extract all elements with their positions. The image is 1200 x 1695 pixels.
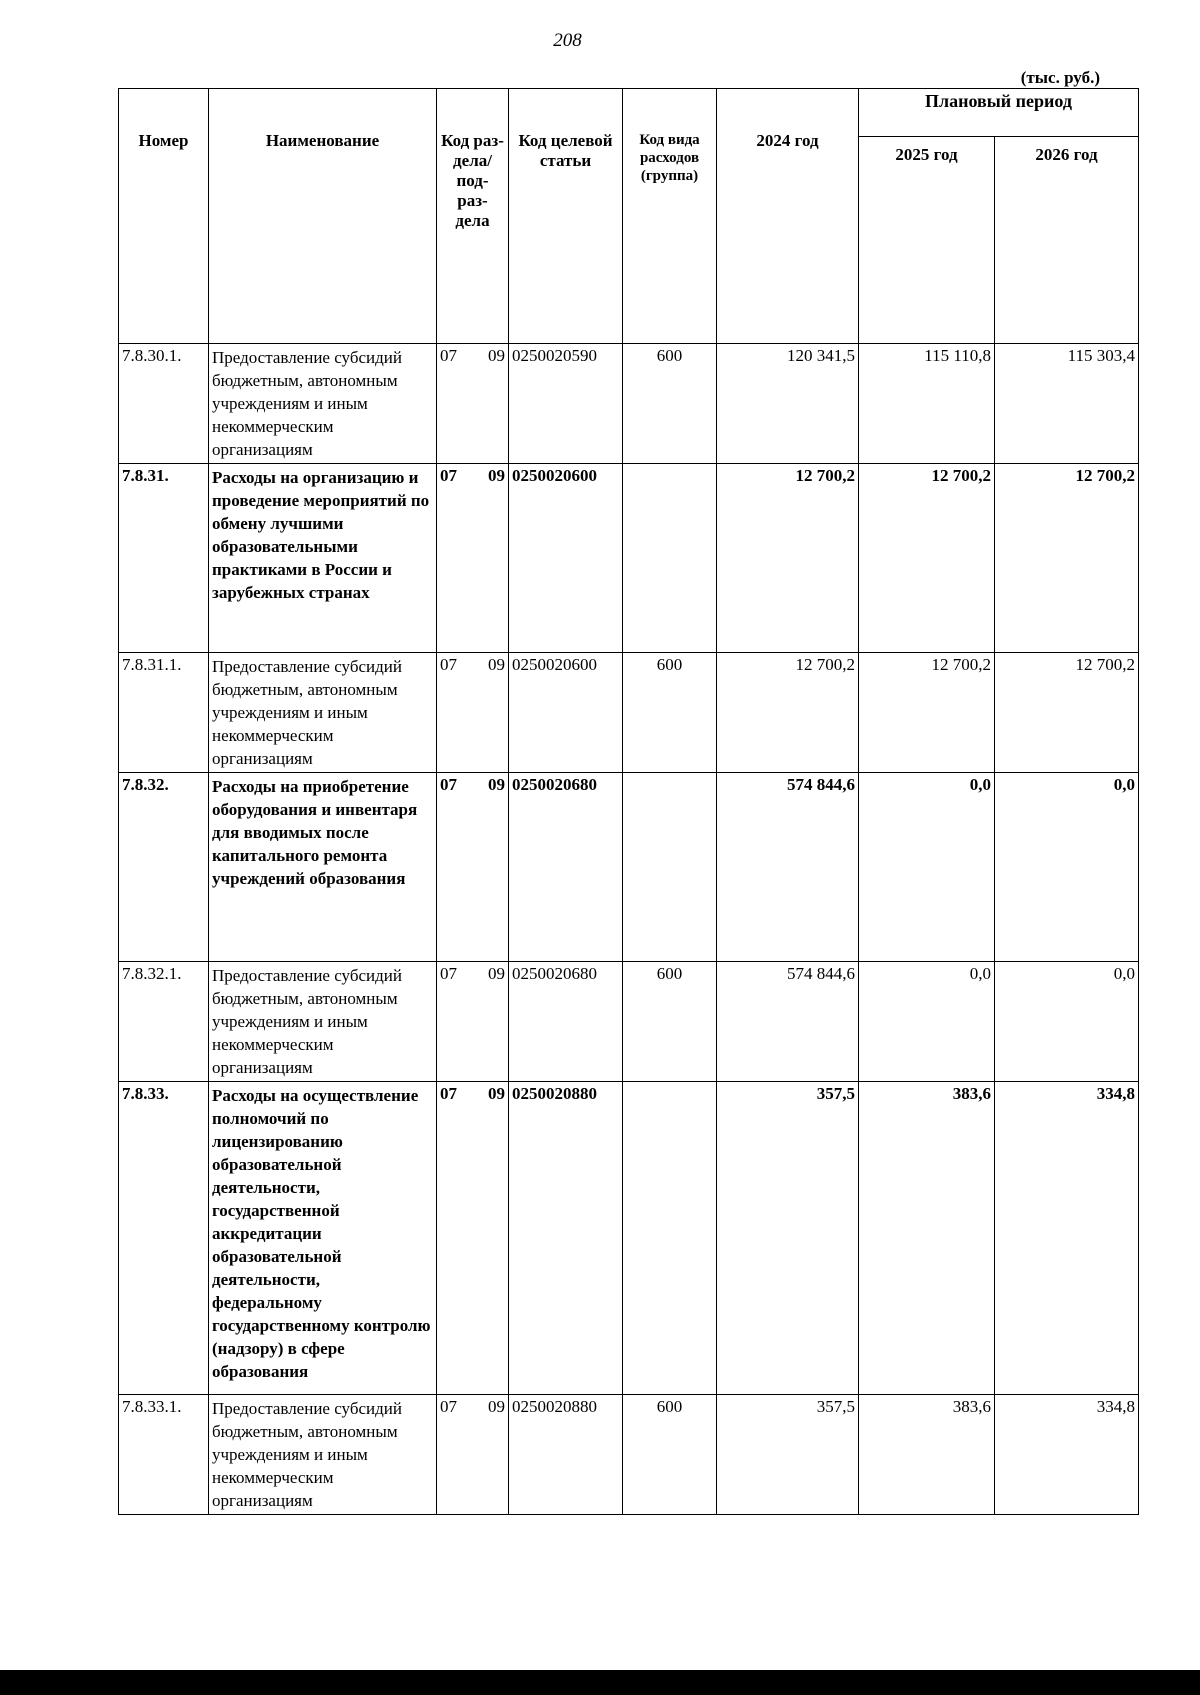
- row-number: 7.8.32.1.: [119, 962, 209, 1082]
- table-row: [119, 1395, 1139, 1515]
- row-name: Предоставление субсидий бюджетным, автономным учреждениям и иным некоммерческим организациям: [209, 344, 437, 464]
- row-value-2024: 357,5: [717, 1082, 859, 1395]
- row-name: Расходы на организацию и проведение мероприятий по обмену лучшими образовательными практиками в России и зарубежных странах: [209, 464, 437, 653]
- row-value-2026: 12 700,2: [995, 464, 1139, 653]
- subsection-code: 09: [488, 466, 505, 485]
- row-value-2026: 0,0: [995, 773, 1139, 962]
- header-section-code: Код раз- дела/ под- раз- дела: [437, 89, 509, 344]
- header-expense-type: Код вида расходов (группа): [623, 89, 717, 344]
- row-target-code: 0250020600: [509, 464, 623, 653]
- row-section-code: [437, 653, 509, 773]
- subsection-code: 09: [488, 655, 505, 674]
- row-value-2025: 383,6: [859, 1082, 995, 1395]
- section-code: 07: [440, 964, 457, 983]
- row-value-2025: 12 700,2: [859, 464, 995, 653]
- row-section-code: [437, 1082, 509, 1395]
- row-section-code: [437, 962, 509, 1082]
- table-row: [119, 773, 1139, 962]
- row-value-2026: 0,0: [995, 962, 1139, 1082]
- table-row: [119, 653, 1139, 773]
- row-expense-type: [623, 773, 717, 962]
- subsection-code: 09: [488, 775, 505, 794]
- scan-bottom-border: [0, 1670, 1200, 1695]
- row-value-2026: 115 303,4: [995, 344, 1139, 464]
- row-value-2024: 12 700,2: [717, 653, 859, 773]
- row-value-2025: 0,0: [859, 962, 995, 1082]
- header-year-2026: 2026 год: [995, 136, 1139, 343]
- row-value-2025: 115 110,8: [859, 344, 995, 464]
- row-number: 7.8.31.1.: [119, 653, 209, 773]
- budget-table: [118, 88, 1139, 1515]
- header-target-code: Код целевой статьи: [509, 89, 623, 344]
- header-name: Наименование: [209, 89, 437, 344]
- row-target-code: 0250020880: [509, 1395, 623, 1515]
- section-code: 07: [440, 1397, 457, 1416]
- row-value-2024: 357,5: [717, 1395, 859, 1515]
- row-expense-type: 600: [623, 1395, 717, 1515]
- row-expense-type: 600: [623, 653, 717, 773]
- row-number: 7.8.33.1.: [119, 1395, 209, 1515]
- row-section-code: [437, 344, 509, 464]
- row-target-code: 0250020590: [509, 344, 623, 464]
- subsection-code: 09: [488, 1397, 505, 1416]
- table-row: [119, 962, 1139, 1082]
- row-value-2025: 383,6: [859, 1395, 995, 1515]
- row-section-code: [437, 1395, 509, 1515]
- row-expense-type: [623, 1082, 717, 1395]
- row-value-2024: 574 844,6: [717, 962, 859, 1082]
- page-number: 208: [553, 30, 582, 51]
- subsection-code: 09: [488, 346, 505, 365]
- header-year-2024: 2024 год: [717, 89, 859, 344]
- row-value-2024: 120 341,5: [717, 344, 859, 464]
- row-expense-type: [623, 464, 717, 653]
- row-value-2024: 12 700,2: [717, 464, 859, 653]
- row-number: 7.8.31.: [119, 464, 209, 653]
- row-value-2026: 334,8: [995, 1082, 1139, 1395]
- row-name: Расходы на осуществление полномочий по лицензированию образовательной деятельности, государственной аккредитации образовательной деятельности, федеральному государственному контролю (надзору) в сфере образования: [209, 1082, 437, 1395]
- row-value-2026: 334,8: [995, 1395, 1139, 1515]
- row-expense-type: 600: [623, 344, 717, 464]
- section-code: 07: [440, 346, 457, 365]
- units-label: (тыс. руб.): [1020, 68, 1100, 87]
- row-name: Предоставление субсидий бюджетным, автономным учреждениям и иным некоммерческим организациям: [209, 1395, 437, 1515]
- row-target-code: 0250020680: [509, 773, 623, 962]
- table-row: [119, 464, 1139, 653]
- row-value-2024: 574 844,6: [717, 773, 859, 962]
- subsection-code: 09: [488, 964, 505, 983]
- row-expense-type: 600: [623, 962, 717, 1082]
- section-code: 07: [440, 466, 457, 485]
- row-target-code: 0250020680: [509, 962, 623, 1082]
- section-code: 07: [440, 655, 457, 674]
- row-section-code: [437, 464, 509, 653]
- row-name: Расходы на приобретение оборудования и инвентаря для вводимых после капитального ремонта учреждений образования: [209, 773, 437, 962]
- row-name: Предоставление субсидий бюджетным, автономным учреждениям и иным некоммерческим организациям: [209, 962, 437, 1082]
- header-number: Номер: [119, 89, 209, 344]
- table-row: [119, 1082, 1139, 1395]
- table-row: [119, 344, 1139, 464]
- section-code: 07: [440, 1084, 457, 1103]
- row-section-code: [437, 773, 509, 962]
- row-value-2025: 0,0: [859, 773, 995, 962]
- subsection-code: 09: [488, 1084, 505, 1103]
- row-target-code: 0250020880: [509, 1082, 623, 1395]
- row-target-code: 0250020600: [509, 653, 623, 773]
- row-value-2025: 12 700,2: [859, 653, 995, 773]
- row-name: Предоставление субсидий бюджетным, автономным учреждениям и иным некоммерческим организациям: [209, 653, 437, 773]
- row-number: 7.8.30.1.: [119, 344, 209, 464]
- section-code: 07: [440, 775, 457, 794]
- header-planned-period: Плановый период: [859, 89, 1139, 137]
- row-number: 7.8.33.: [119, 1082, 209, 1395]
- row-value-2026: 12 700,2: [995, 653, 1139, 773]
- header-year-2025: 2025 год: [859, 136, 995, 343]
- row-number: 7.8.32.: [119, 773, 209, 962]
